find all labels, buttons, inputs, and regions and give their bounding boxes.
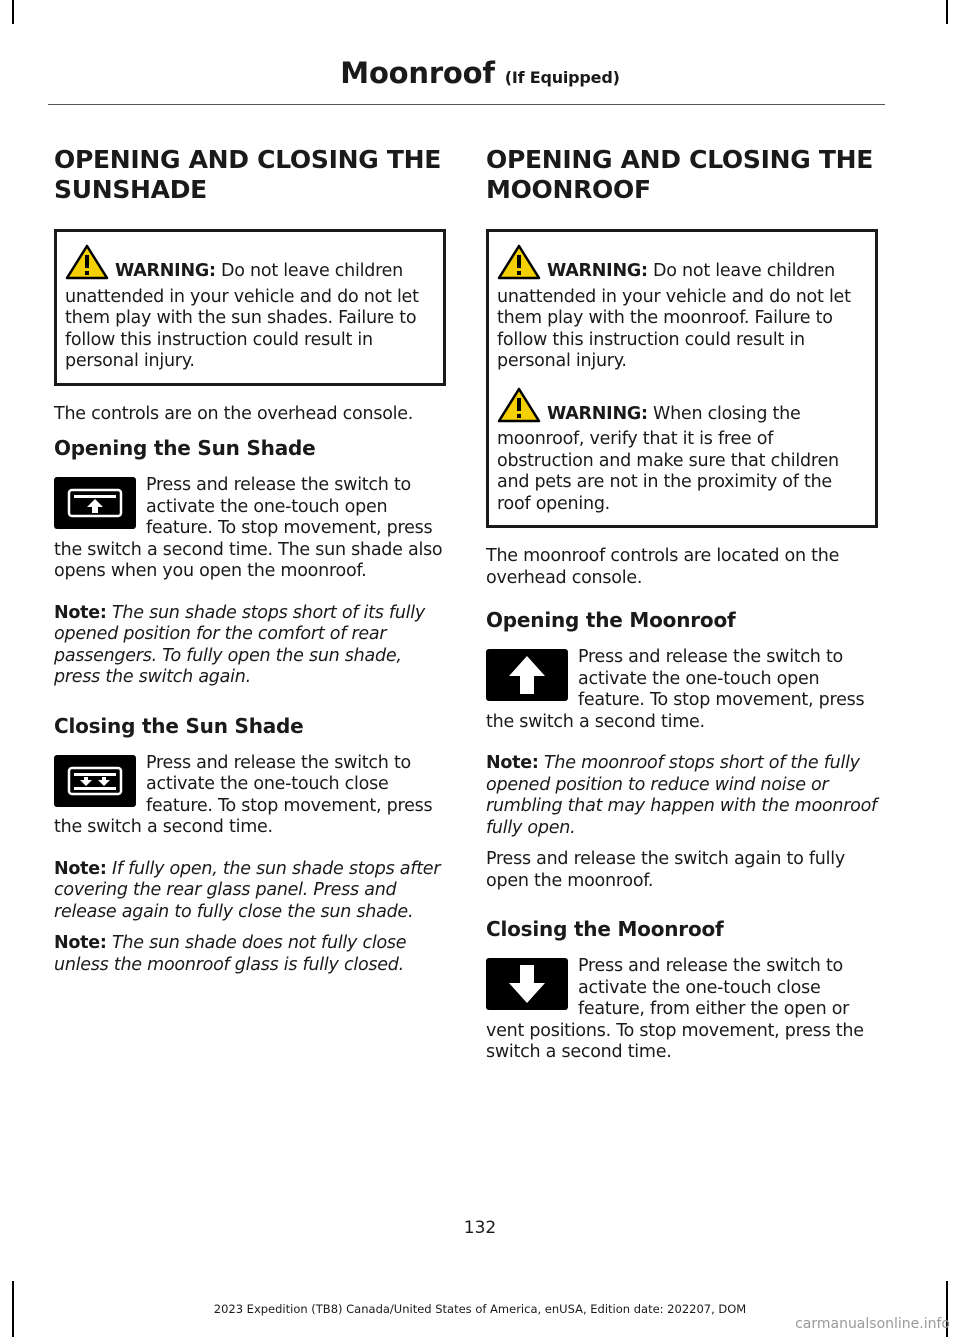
page-header bbox=[0, 56, 960, 90]
header-subtitle: (If Equipped) bbox=[504, 68, 620, 87]
warning-triangle-icon bbox=[497, 387, 541, 430]
subheading-open-moonroof: Opening the Moonroof bbox=[486, 608, 736, 632]
section-heading-sunshade: OPENING AND CLOSING THE SUNSHADE bbox=[54, 145, 441, 204]
warning-triangle-icon bbox=[65, 244, 109, 287]
instruction-open-sunshade: Press and release the switch to activate the one-touch open feature. To stop movement, press the switch a second time. The sun shade also opens when you open the moonroof. bbox=[54, 475, 443, 581]
extra-open-moonroof: Press and release the switch again to fully open the moonroof. bbox=[486, 849, 845, 891]
page-number: 132 bbox=[463, 1218, 497, 1238]
right-column bbox=[486, 145, 878, 1084]
warning-text: WARNING: When closing the moonroof, verify that it is free of obstruction and make sure that children and pets are not in the proximity of the roof opening. bbox=[497, 387, 867, 516]
note-open-moonroof: Note: The moonroof stops short of the fully opened position to reduce wind noise or rumbling that may happen with the moonroof fully open. bbox=[486, 753, 877, 838]
warning-box bbox=[486, 229, 878, 528]
warning-text: WARNING: Do not leave children unattended in your vehicle and do not let them play with the moonroof. Failure to follow this instruction could result in personal injury. bbox=[497, 244, 867, 373]
header-divider bbox=[48, 104, 885, 105]
left-column bbox=[54, 145, 446, 986]
subheading-close-moonroof: Closing the Moonroof bbox=[486, 917, 724, 941]
arrow-up-icon bbox=[486, 649, 568, 701]
note-open-sunshade: Note: The sun shade stops short of its fully opened position for the comfort of rear passengers. To fully open the sun shade, press the switch again. bbox=[54, 602, 426, 687]
crop-mark-top-right bbox=[946, 0, 948, 24]
arrow-down-icon bbox=[486, 958, 568, 1010]
instruction-close-moonroof: Press and release the switch to activate the one-touch close feature, from either the open or vent positions. To stop movement, press the switch a second time. bbox=[486, 956, 864, 1062]
watermark: carmanualsonline.info bbox=[795, 1316, 950, 1332]
sunshade-open-icon bbox=[54, 477, 136, 529]
intro-text: The moonroof controls are located on the overhead console. bbox=[486, 546, 840, 588]
subheading-open-sunshade: Opening the Sun Shade bbox=[54, 436, 316, 460]
subheading-close-sunshade: Closing the Sun Shade bbox=[54, 713, 304, 738]
sunshade-close-icon bbox=[54, 755, 136, 807]
warning-box bbox=[54, 229, 446, 386]
edition-info: 2023 Expedition (TB8) Canada/United States of America, enUSA, Edition date: 202207, DOM bbox=[213, 1302, 747, 1316]
header-title: Moonroof bbox=[340, 56, 495, 90]
section-heading-moonroof: OPENING AND CLOSING THE MOONROOF bbox=[486, 145, 873, 204]
note-close-sunshade-1: Note: If fully open, the sun shade stops after covering the rear glass panel. Press and release again to fully close the sun shade. bbox=[54, 858, 441, 922]
warning-text: WARNING: Do not leave children unattended in your vehicle and do not let them play with the sun shades. Failure to follow this instruction could result in personal injury. bbox=[65, 244, 435, 373]
note-close-sunshade-2: Note: The sun shade does not fully close unless the moonroof glass is fully closed. bbox=[54, 933, 407, 975]
warning-triangle-icon bbox=[497, 244, 541, 287]
instruction-close-sunshade: Press and release the switch to activate the one-touch close feature. To stop movement, press the switch a second time. bbox=[54, 752, 433, 837]
intro-text: The controls are on the overhead console. bbox=[54, 403, 414, 424]
instruction-open-moonroof: Press and release the switch to activate the one-touch open feature. To stop movement, press the switch a second time. bbox=[486, 647, 865, 732]
crop-mark-top-left bbox=[12, 0, 14, 24]
